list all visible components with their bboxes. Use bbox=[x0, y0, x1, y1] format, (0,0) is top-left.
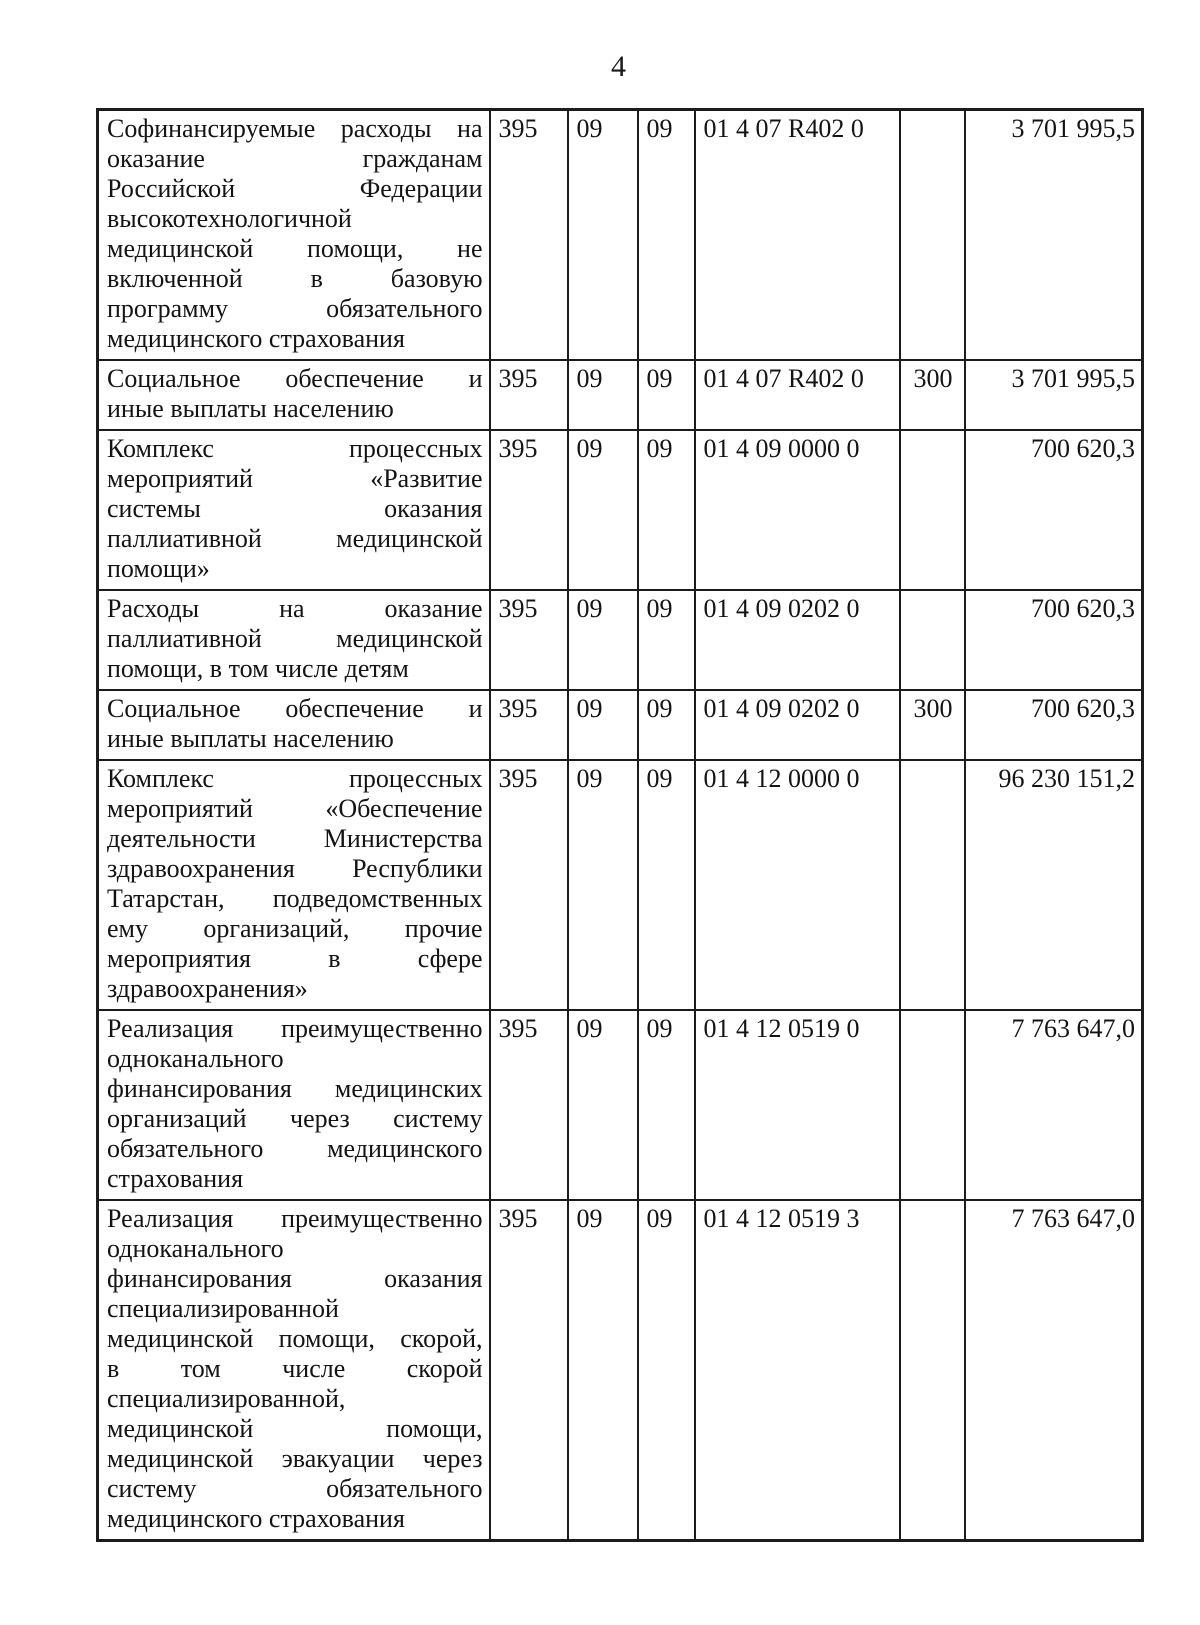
amount-cell: 7 763 647,0 bbox=[965, 1010, 1143, 1200]
expense-name-line: программу обязательного bbox=[107, 294, 483, 323]
expense-name-line: ему организаций, прочие bbox=[107, 914, 483, 943]
expense-name-line: мероприятия в сфере bbox=[107, 944, 483, 973]
expense-name-line: паллиативной медицинской bbox=[107, 524, 483, 553]
expense-name-line: высокотехнологичной bbox=[107, 204, 352, 233]
expense-name-line: деятельности Министерства bbox=[107, 824, 483, 853]
podrazdel-code-cell: 09 bbox=[638, 690, 695, 760]
grbs-code-cell: 395 bbox=[490, 1200, 568, 1541]
podrazdel-code-cell: 09 bbox=[638, 1200, 695, 1541]
amount-cell: 96 230 151,2 bbox=[965, 760, 1143, 1010]
expense-name-line: специализированной, bbox=[107, 1384, 346, 1413]
grbs-code-cell: 395 bbox=[490, 1010, 568, 1200]
expense-name-line: финансирования медицинских bbox=[107, 1074, 483, 1103]
expense-name-line: включенной в базовую bbox=[107, 264, 483, 293]
expense-name-line: обязательного медицинского bbox=[107, 1134, 483, 1163]
table-row bbox=[98, 430, 1143, 590]
razdel-code-cell: 09 bbox=[568, 1010, 638, 1200]
expense-name-cell bbox=[98, 590, 490, 690]
target-article-code-cell: 01 4 09 0202 0 bbox=[695, 690, 900, 760]
expense-name-cell bbox=[98, 360, 490, 430]
razdel-code-cell: 09 bbox=[568, 690, 638, 760]
expense-name-line: в том числе скорой bbox=[107, 1354, 483, 1383]
expense-name-cell bbox=[98, 690, 490, 760]
expense-name-line: помощи, в том числе детям bbox=[107, 654, 409, 683]
expense-name-line: иные выплаты населению bbox=[107, 724, 394, 753]
expense-type-code-cell bbox=[900, 1200, 965, 1541]
expense-name-line: мероприятий «Обеспечение bbox=[107, 794, 483, 823]
table-row bbox=[98, 1200, 1143, 1541]
amount-cell: 7 763 647,0 bbox=[965, 1200, 1143, 1541]
expense-name-line: медицинского страхования bbox=[107, 1504, 405, 1533]
podrazdel-code-cell: 09 bbox=[638, 430, 695, 590]
table-row bbox=[98, 360, 1143, 430]
expense-name-line: финансирования оказания bbox=[107, 1264, 483, 1293]
expense-name-line: Комплекс процессных bbox=[107, 434, 483, 463]
expense-name-line: страхования bbox=[107, 1164, 244, 1193]
expense-name-line: Реализация преимущественно bbox=[107, 1014, 483, 1043]
target-article-code-cell: 01 4 09 0000 0 bbox=[695, 430, 900, 590]
podrazdel-code-cell: 09 bbox=[638, 590, 695, 690]
expense-name-cell bbox=[98, 430, 490, 590]
amount-cell: 700 620,3 bbox=[965, 590, 1143, 690]
grbs-code-cell: 395 bbox=[490, 360, 568, 430]
target-article-code-cell: 01 4 12 0519 0 bbox=[695, 1010, 900, 1200]
expense-name-line: Софинансируемые расходы на bbox=[107, 114, 483, 143]
expense-name-line: Реализация преимущественно bbox=[107, 1204, 483, 1233]
expense-name-cell bbox=[98, 110, 490, 361]
amount-cell: 3 701 995,5 bbox=[965, 360, 1143, 430]
expense-type-code-cell bbox=[900, 430, 965, 590]
razdel-code-cell: 09 bbox=[568, 430, 638, 590]
grbs-code-cell: 395 bbox=[490, 690, 568, 760]
grbs-code-cell: 395 bbox=[490, 590, 568, 690]
target-article-code-cell: 01 4 12 0000 0 bbox=[695, 760, 900, 1010]
amount-cell: 700 620,3 bbox=[965, 430, 1143, 590]
expense-name-line: медицинской помощи, bbox=[107, 1414, 483, 1443]
expense-name-line: помощи» bbox=[107, 554, 210, 583]
expense-name-line: мероприятий «Развитие bbox=[107, 464, 483, 493]
grbs-code-cell: 395 bbox=[490, 110, 568, 361]
expense-name-line: паллиативной медицинской bbox=[107, 624, 483, 653]
podrazdel-code-cell: 09 bbox=[638, 1010, 695, 1200]
table-row bbox=[98, 690, 1143, 760]
target-article-code-cell: 01 4 09 0202 0 bbox=[695, 590, 900, 690]
expense-name-line: медицинской помощи, скорой, bbox=[107, 1324, 483, 1353]
expense-name-line: организаций через систему bbox=[107, 1104, 483, 1133]
expense-name-line: систему обязательного bbox=[107, 1474, 483, 1503]
razdel-code-cell: 09 bbox=[568, 110, 638, 361]
target-article-code-cell: 01 4 12 0519 3 bbox=[695, 1200, 900, 1541]
grbs-code-cell: 395 bbox=[490, 760, 568, 1010]
grbs-code-cell: 395 bbox=[490, 430, 568, 590]
razdel-code-cell: 09 bbox=[568, 1200, 638, 1541]
expense-name-line: оказание гражданам bbox=[107, 144, 483, 173]
expense-name-line: системы оказания bbox=[107, 494, 483, 523]
expense-type-code-cell bbox=[900, 760, 965, 1010]
table-row bbox=[98, 590, 1143, 690]
table-row bbox=[98, 110, 1143, 361]
expense-type-code-cell bbox=[900, 1010, 965, 1200]
expense-name-line: медицинского страхования bbox=[107, 324, 405, 353]
expense-name-cell bbox=[98, 1010, 490, 1200]
budget-table bbox=[96, 108, 1144, 1542]
expense-name-line: Российской Федерации bbox=[107, 174, 483, 203]
expense-name-line: медицинской помощи, не bbox=[107, 234, 483, 263]
expense-name-line: одноканального bbox=[107, 1044, 284, 1073]
expense-name-line: Социальное обеспечение и bbox=[107, 694, 483, 723]
expense-type-code-cell: 300 bbox=[900, 690, 965, 760]
podrazdel-code-cell: 09 bbox=[638, 110, 695, 361]
expense-name-line: здравоохранения» bbox=[107, 974, 308, 1003]
target-article-code-cell: 01 4 07 R402 0 bbox=[695, 360, 900, 430]
podrazdel-code-cell: 09 bbox=[638, 360, 695, 430]
razdel-code-cell: 09 bbox=[568, 590, 638, 690]
razdel-code-cell: 09 bbox=[568, 760, 638, 1010]
expense-name-line: Комплекс процессных bbox=[107, 764, 483, 793]
expense-name-line: здравоохранения Республики bbox=[107, 854, 483, 883]
table-row bbox=[98, 760, 1143, 1010]
expense-type-code-cell: 300 bbox=[900, 360, 965, 430]
expense-name-line: Татарстан, подведомственных bbox=[107, 884, 483, 913]
expense-name-cell bbox=[98, 1200, 490, 1541]
razdel-code-cell: 09 bbox=[568, 360, 638, 430]
table-row bbox=[98, 1010, 1143, 1200]
budget-table-body bbox=[98, 110, 1143, 1541]
expense-name-line: Социальное обеспечение и bbox=[107, 364, 483, 393]
expense-type-code-cell bbox=[900, 590, 965, 690]
expense-name-line: специализированной bbox=[107, 1294, 339, 1323]
podrazdel-code-cell: 09 bbox=[638, 760, 695, 1010]
page-number: 4 bbox=[611, 50, 626, 83]
amount-cell: 700 620,3 bbox=[965, 690, 1143, 760]
expense-type-code-cell bbox=[900, 110, 965, 361]
expense-name-line: Расходы на оказание bbox=[107, 594, 483, 623]
amount-cell: 3 701 995,5 bbox=[965, 110, 1143, 361]
expense-name-line: медицинской эвакуации через bbox=[107, 1444, 483, 1473]
expense-name-cell bbox=[98, 760, 490, 1010]
expense-name-line: одноканального bbox=[107, 1234, 284, 1263]
expense-name-line: иные выплаты населению bbox=[107, 394, 394, 423]
target-article-code-cell: 01 4 07 R402 0 bbox=[695, 110, 900, 361]
